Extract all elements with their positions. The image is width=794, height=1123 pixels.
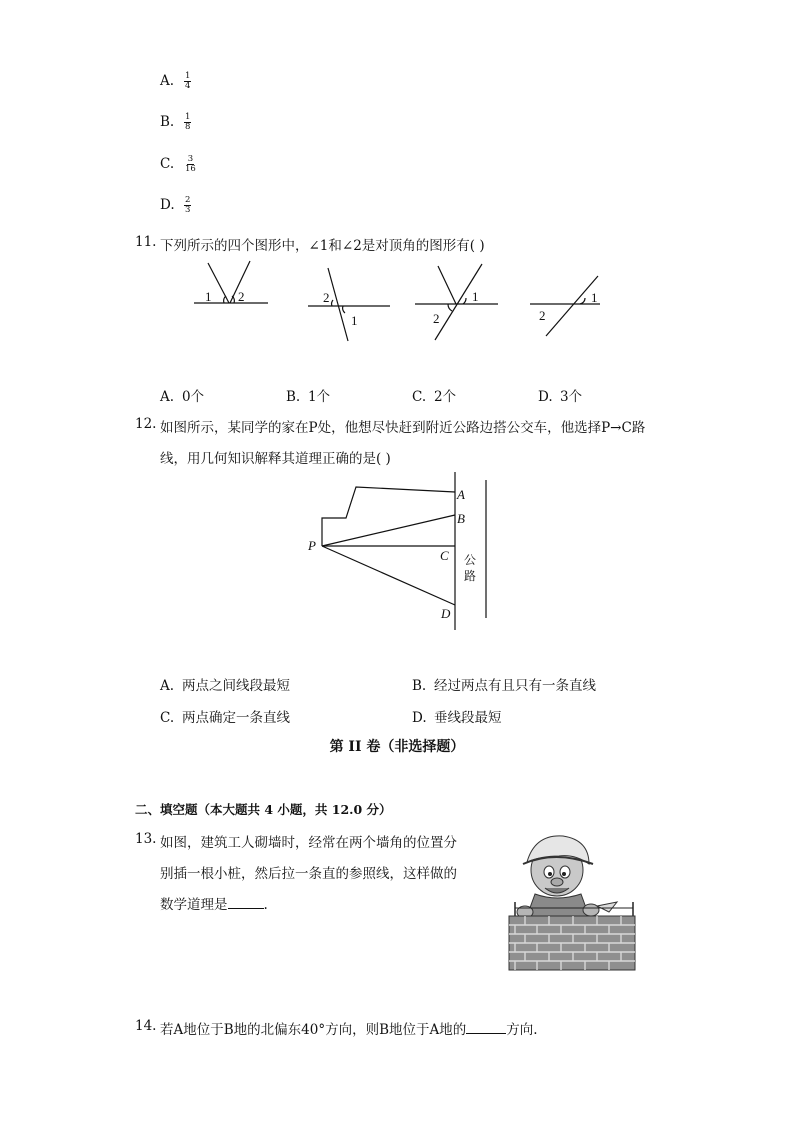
- q14-stem: 若A地位于B地的北偏东40°方向，则B地位于A地的 方向.: [160, 1022, 538, 1038]
- fig1-label-2: 2: [238, 289, 245, 304]
- label-p: P: [308, 538, 316, 553]
- q12-figure: [300, 470, 500, 635]
- fill-section-heading: 二、填空题（本大题共 4 小题，共 12.0 分）: [135, 802, 392, 817]
- q12-option-c: C. 两点确定一条直线: [160, 710, 290, 726]
- road-char-1: 公: [464, 553, 477, 567]
- q12-option-d: D. 垂线段最短: [412, 710, 502, 726]
- fig2-label-1: 1: [351, 313, 358, 328]
- q13-line1: 如图，建筑工人砌墙时，经常在两个墙角的位置分: [160, 835, 457, 851]
- label-c: C: [440, 548, 449, 563]
- q14-number: 14.: [135, 1018, 157, 1034]
- fig3-label-2: 2: [433, 311, 440, 326]
- fraction: $\frac{2}{3}$: [185, 195, 191, 215]
- label-d: D: [441, 606, 451, 621]
- fraction: $\frac{3}{16}$: [185, 154, 196, 174]
- q10-option-c: [160, 155, 197, 174]
- q11-stem: 下列所示的四个图形中，∠1和∠2是对顶角的图形有( ): [160, 238, 485, 254]
- fig3-label-1: 1: [472, 289, 479, 304]
- fig4-label-1: 1: [591, 290, 598, 305]
- q11-option-d: D. 3个: [538, 389, 583, 405]
- bricklayer-illustration: [505, 828, 638, 973]
- q10-option-b: [160, 113, 191, 132]
- q11-option-a: A. 0个: [160, 389, 205, 405]
- q11-figures: [180, 258, 620, 350]
- q13-number: 13.: [135, 831, 157, 847]
- option-letter: D.: [160, 197, 175, 213]
- q11-option-c: C. 2个: [412, 389, 457, 405]
- option-letter: C.: [160, 156, 175, 172]
- fig4-label-2: 2: [539, 308, 546, 323]
- q10-option-d: [160, 196, 191, 215]
- option-letter: B.: [160, 114, 175, 130]
- fraction: $\frac{1}{4}$: [185, 71, 191, 91]
- q13-line2: 别插一根小桩，然后拉一条直的参照线，这样做的: [160, 866, 457, 882]
- q12-stem-line2: 线，用几何知识解释其道理正确的是( ): [160, 451, 391, 467]
- answer-blank: [466, 1021, 506, 1034]
- fig1-label-1: 1: [205, 289, 212, 304]
- q12-number: 12.: [135, 416, 157, 432]
- q11-option-b: B. 1个: [286, 389, 331, 405]
- road-char-2: 路: [464, 569, 477, 583]
- q11-number: 11.: [135, 234, 157, 250]
- section-title: 第 II 卷（非选择题）: [329, 739, 465, 755]
- label-b: B: [457, 511, 465, 526]
- answer-blank: [228, 896, 264, 909]
- q12-option-b: B. 经过两点有且只有一条直线: [412, 678, 596, 694]
- fig2-label-2: 2: [323, 290, 330, 305]
- q10-option-a: [160, 72, 191, 91]
- fraction: $\frac{1}{8}$: [185, 112, 191, 132]
- q12-option-a: A. 两点之间线段最短: [160, 678, 290, 694]
- q13-line3: 数学道理是 .: [160, 897, 268, 913]
- label-a: A: [457, 487, 465, 502]
- option-letter: A.: [160, 73, 175, 89]
- q12-stem-line1: 如图所示，某同学的家在P处，他想尽快赶到附近公路边搭公交车，他选择P→C路: [160, 420, 646, 436]
